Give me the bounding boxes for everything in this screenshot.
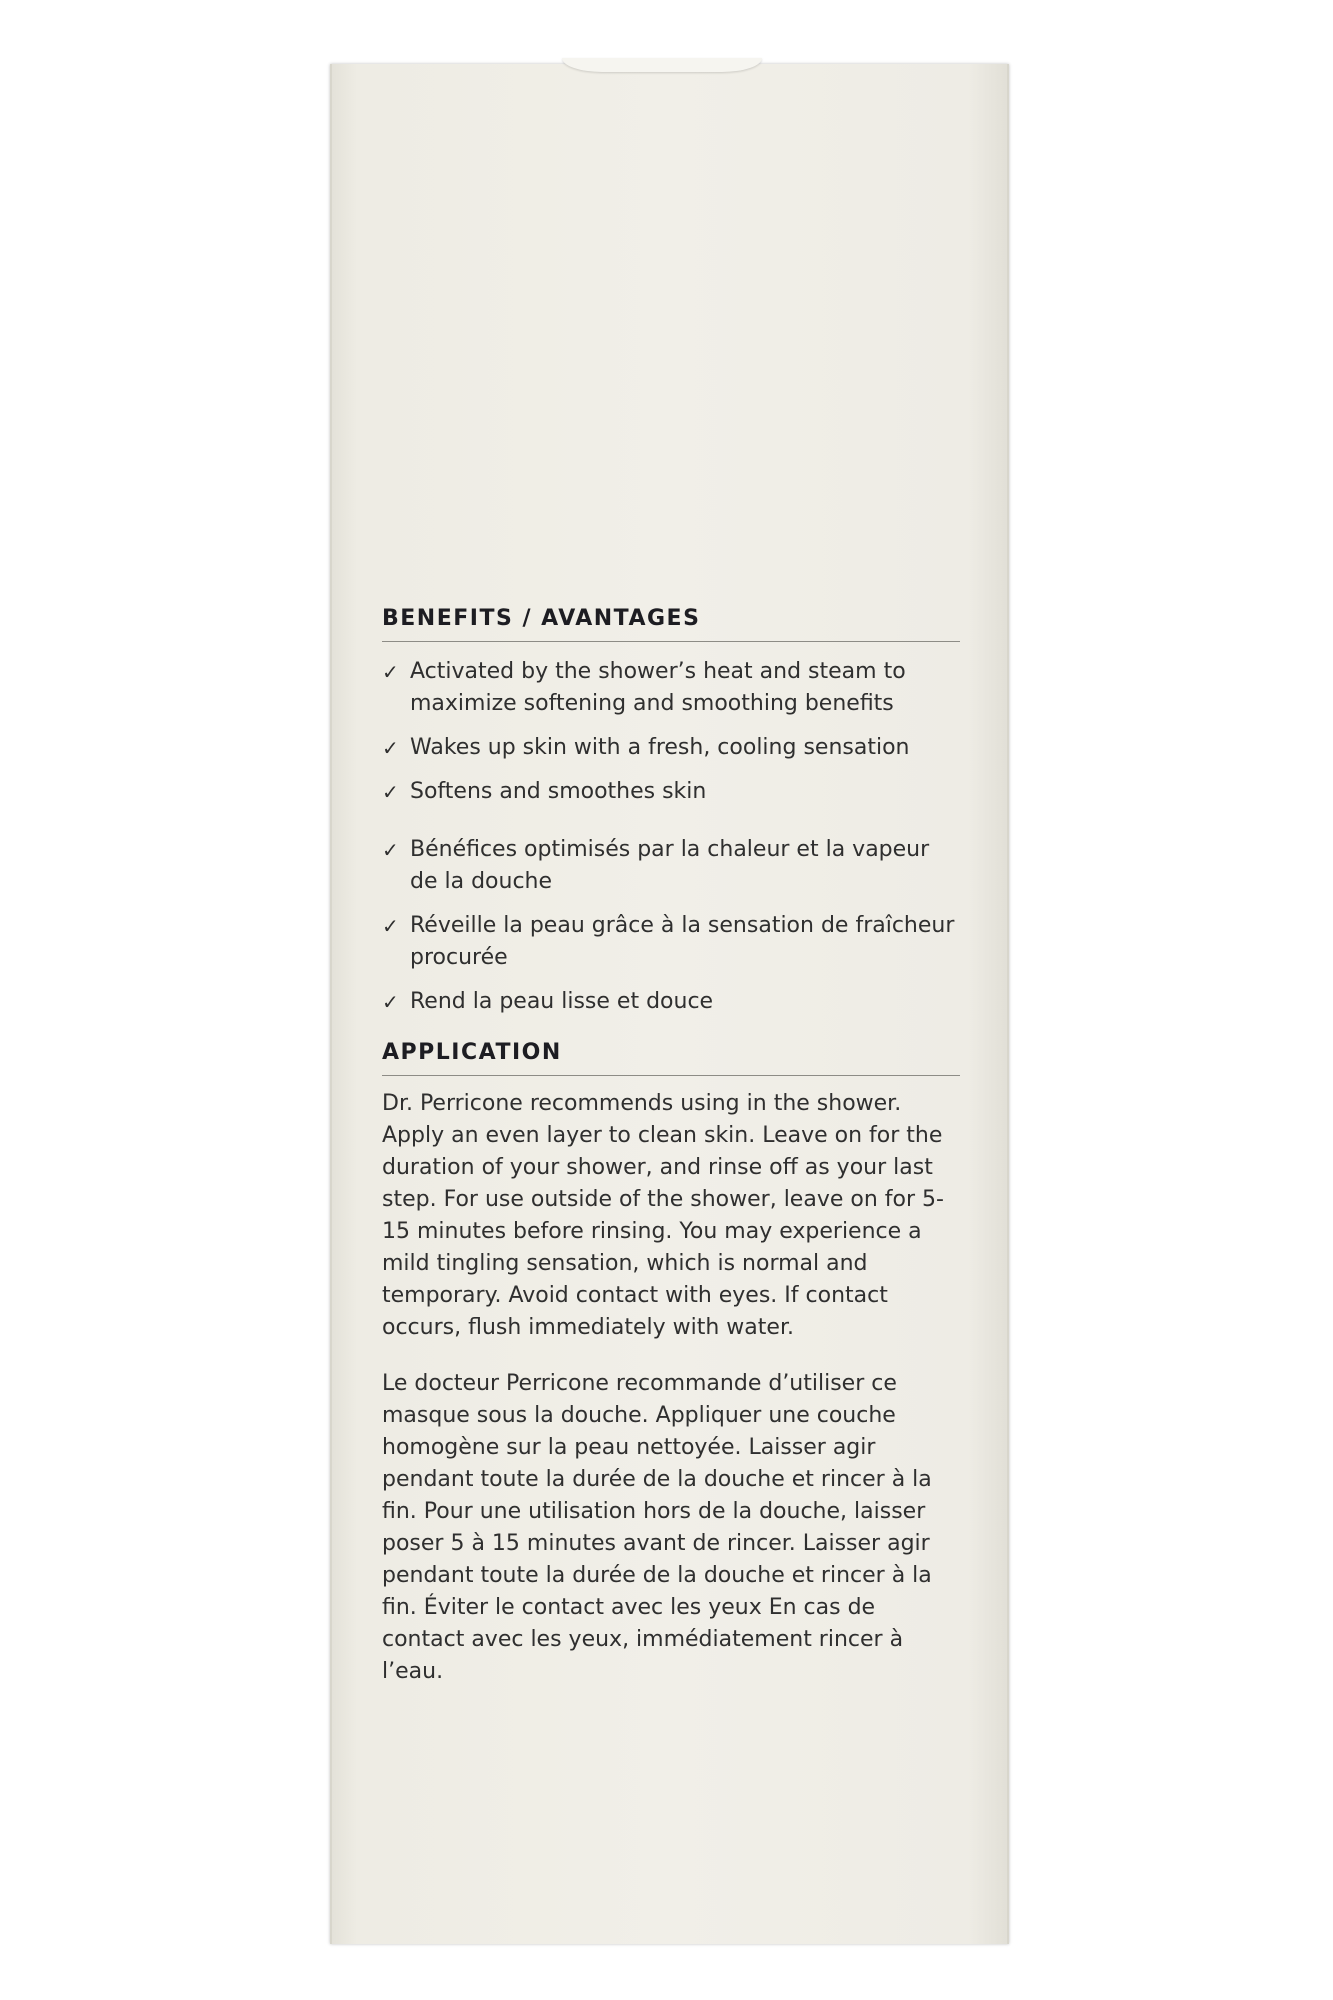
product-box — [330, 64, 1009, 1944]
box-panel-content — [382, 606, 960, 1688]
check-icon: ✓ — [382, 914, 399, 938]
application-text-fr: Le docteur Perricone recommande d’utiliser ce masque sous la douche. Appliquer une couche homogène sur la peau nettoyée. Laisser agir pendant toute la durée de la douche et rincer à la fin. Pour une utilisation hors de la douche, laisser poser 5 à 15 minutes avant de rincer. Laisser agir pendant toute la durée de la douche et rincer à la fin. Éviter le contact avec les yeux En cas de contact avec les yeux, immédiatement rincer à l’eau. — [382, 1371, 932, 1684]
check-icon: ✓ — [382, 990, 399, 1014]
benefit-item — [382, 732, 960, 764]
application-text-en: Dr. Perricone recommends using in the shower. Apply an even layer to clean skin. Leave on for the duration of your shower, and rinse off as your last step. For use outside of the shower, leave on for 5-15 minutes before rinsing. You may experience a mild tingling sensation, which is normal and temporary. Avoid contact with eyes. If contact occurs, flush immediately with water. — [382, 1091, 944, 1340]
benefits-heading: BENEFITS / AVANTAGES — [382, 606, 960, 642]
box-top-tab — [562, 58, 762, 72]
benefit-text: Rend la peau lisse et douce — [410, 989, 714, 1014]
check-icon: ✓ — [382, 660, 399, 684]
check-icon: ✓ — [382, 780, 399, 804]
benefit-item — [382, 776, 960, 808]
benefit-item — [382, 656, 960, 720]
check-icon: ✓ — [382, 736, 399, 760]
benefit-text: Réveille la peau grâce à la sensation de fraîcheur procurée — [410, 913, 955, 970]
benefit-item — [382, 986, 960, 1018]
check-icon: ✓ — [382, 838, 399, 862]
benefit-text: Softens and smoothes skin — [410, 779, 707, 804]
benefits-list — [382, 656, 960, 1018]
benefit-text: Wakes up skin with a fresh, cooling sensation — [410, 735, 910, 760]
application-heading: APPLICATION — [382, 1040, 960, 1076]
benefit-text: Activated by the shower’s heat and steam to maximize softening and smoothing benefits — [410, 659, 906, 716]
benefit-item — [382, 834, 960, 898]
benefit-item — [382, 910, 960, 974]
benefit-text: Bénéfices optimisés par la chaleur et la vapeur de la douche — [410, 837, 930, 894]
